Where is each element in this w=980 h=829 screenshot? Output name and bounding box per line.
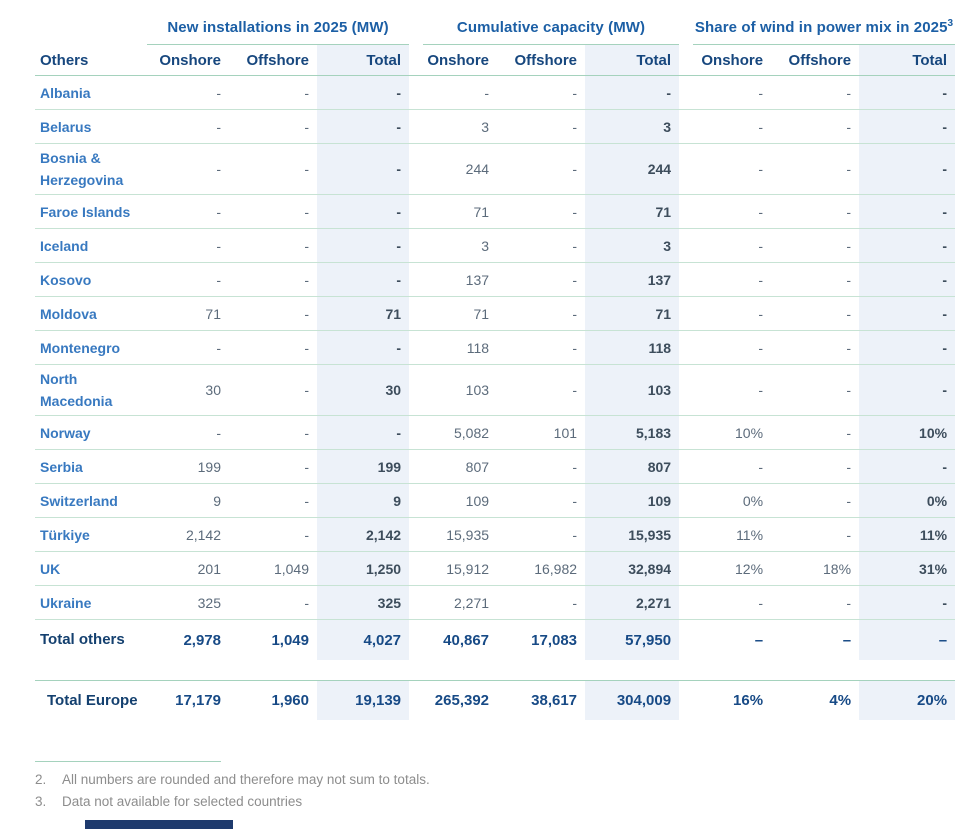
total-value-cell: - [859,110,955,144]
value-cell: - [771,110,859,144]
value-cell: - [771,144,859,195]
value-cell: - [497,110,585,144]
value-cell: 5,082 [409,416,497,450]
value-cell: 2,978 [183,631,221,649]
col-header-total: Total [859,45,955,76]
value-cell: 137 [409,263,497,297]
country-cell: Iceland [35,229,147,263]
value-cell: - [497,518,585,552]
value-cell: – [842,631,852,649]
value-cell: - [497,195,585,229]
total-value-cell: - [859,586,955,620]
value-cell: 30 [147,365,229,416]
table-row-serbia [35,450,955,484]
value-cell: - [771,484,859,518]
value-cell: 40,867 [443,631,490,649]
table-row-ukraine [35,586,955,620]
value-cell: 807 [409,450,497,484]
total-value-cell: - [585,76,679,110]
total-value-cell: - [317,76,409,110]
value-cell: - [497,450,585,484]
value-cell: - [147,229,229,263]
value-cell: - [679,229,771,263]
footnote-text: Data not available for selected countries [62,794,303,809]
total-value-cell: 11% [859,518,955,552]
value-cell: - [147,144,229,195]
value-cell: - [771,76,859,110]
table-row-bosnia-herzegovina [35,144,955,195]
total-value-cell: 1,250 [317,552,409,586]
value-cell: – [754,631,764,649]
value-cell: - [497,144,585,195]
value-cell: 17,083 [531,631,578,649]
total-value-cell: – [859,620,955,661]
value-cell: 118 [409,331,497,365]
table-row-switzerland [35,484,955,518]
value-cell: 15,935 [409,518,497,552]
total-value-cell: 4,027 [317,620,409,661]
value-cell: - [679,263,771,297]
group-header-label: New installations in 2025 (MW) [147,19,409,45]
col-header-onshore: Onshore [409,45,497,76]
value-cell: 3 [409,229,497,263]
table-row-norway [35,416,955,450]
total-value-cell: 103 [585,365,679,416]
bottom-edge-bar [85,820,233,829]
value-cell: - [229,484,317,518]
value-cell: - [771,365,859,416]
total-value-cell: 3 [585,229,679,263]
col-header-offshore: Offshore [497,45,585,76]
total-value-cell: - [859,297,955,331]
table-row-t-rkiye [35,518,955,552]
total-value-cell: - [859,365,955,416]
country-cell: Belarus [35,110,147,144]
total-value-cell: - [859,76,955,110]
value-cell: - [497,331,585,365]
total-value-cell: - [859,229,955,263]
value-cell: 4% [771,681,859,721]
total-value-cell: 5,183 [585,416,679,450]
value-cell: 2,271 [409,586,497,620]
total-value-cell: 9 [317,484,409,518]
value-cell: 18% [771,552,859,586]
value-cell: - [229,110,317,144]
value-cell: 2,142 [147,518,229,552]
footnote-divider [35,761,221,762]
value-cell: - [771,450,859,484]
group-header-label: Cumulative capacity (MW) [423,19,679,45]
total-value-cell: - [859,263,955,297]
table-row-faroe-islands [35,195,955,229]
country-cell: Serbia [35,450,147,484]
table-row-albania [35,76,955,110]
total-value-cell: - [317,144,409,195]
value-cell: - [679,297,771,331]
total-value-cell: - [317,110,409,144]
others-column-header: Others [35,45,147,76]
value-cell: - [229,586,317,620]
total-value-cell: 0% [859,484,955,518]
data-table [35,12,955,720]
country-cell: Montenegro [35,331,147,365]
footnote-text: All numbers are rounded and therefore may not sum to totals. [62,772,430,787]
value-cell: 109 [409,484,497,518]
value-cell: 325 [147,586,229,620]
country-cell: Ukraine [35,586,147,620]
value-cell: 199 [147,450,229,484]
value-cell: 16% [679,681,771,721]
value-cell: - [229,297,317,331]
value-cell: - [497,263,585,297]
value-cell: 17,179 [147,681,229,721]
footnote-number: 3. [35,794,47,809]
table-row-montenegro [35,331,955,365]
total-value-cell: 118 [585,331,679,365]
value-cell: 1,049 [229,552,317,586]
table-row-iceland [35,229,955,263]
total-value-cell: 10% [859,416,955,450]
value-cell: - [679,365,771,416]
country-cell: Bosnia & Herzegovina [35,144,147,195]
value-cell: - [679,76,771,110]
col-header-offshore: Offshore [771,45,859,76]
footnote-number: 2. [35,772,47,787]
footnote-3 [35,791,735,813]
subheader-row [35,45,955,76]
value-cell: - [771,518,859,552]
total-value-cell: - [317,229,409,263]
total-value-cell: - [317,416,409,450]
country-cell: Total Europe [35,681,147,721]
value-cell: - [771,416,859,450]
total-value-cell: 57,950 [585,620,679,661]
value-cell: - [147,110,229,144]
corner-spacer [35,12,147,45]
total-value-cell: 71 [317,297,409,331]
value-cell: 12% [679,552,771,586]
value-cell: 9 [147,484,229,518]
value-cell: - [229,76,317,110]
group-header-share-of-wind [679,12,955,45]
value-cell: 15,912 [409,552,497,586]
total-value-cell: 20% [859,681,955,721]
value-cell: 11% [679,518,771,552]
value-cell: - [229,518,317,552]
country-cell: Faroe Islands [35,195,147,229]
value-cell: 244 [409,144,497,195]
total-value-cell: - [859,331,955,365]
value-cell: 38,617 [497,681,585,721]
total-value-cell: - [859,450,955,484]
col-header-total: Total [585,45,679,76]
value-cell: - [771,331,859,365]
spacer-row [35,660,955,681]
table-row-total-others [35,620,955,661]
value-cell: 71 [147,297,229,331]
value-cell: 71 [409,195,497,229]
country-cell: Moldova [35,297,147,331]
total-value-cell: 15,935 [585,518,679,552]
table-row-belarus [35,110,955,144]
value-cell: - [679,586,771,620]
total-value-cell: 109 [585,484,679,518]
value-cell: 201 [147,552,229,586]
value-cell: 71 [409,297,497,331]
footnote-2 [35,769,735,791]
table-row-moldova [35,297,955,331]
total-value-cell: 325 [317,586,409,620]
value-cell: - [229,365,317,416]
group-header-new-installations [147,12,409,45]
value-cell: 3 [409,110,497,144]
total-value-cell: 2,142 [317,518,409,552]
total-value-cell: 199 [317,450,409,484]
total-value-cell: - [317,195,409,229]
total-value-cell: 304,009 [585,681,679,721]
table-row-uk [35,552,955,586]
value-cell: - [679,195,771,229]
table-row-kosovo [35,263,955,297]
value-cell: - [679,144,771,195]
table-row-north-macedonia [35,365,955,416]
value-cell: - [771,297,859,331]
total-value-cell: 244 [585,144,679,195]
value-cell: - [497,297,585,331]
country-cell: UK [35,552,147,586]
value-cell: 265,392 [409,681,497,721]
country-cell: Total others [40,631,125,648]
footnotes [35,761,735,813]
table-row-total-europe [35,681,955,721]
col-header-onshore: Onshore [679,45,771,76]
value-cell: - [497,484,585,518]
country-cell: Kosovo [35,263,147,297]
footnote-ref-3: 3 [947,18,954,29]
value-cell: - [497,76,585,110]
group-header-cumulative-capacity [409,12,679,45]
value-cell: 1,049 [271,631,309,649]
value-cell: 101 [497,416,585,450]
value-cell: 0% [679,484,771,518]
value-cell: - [771,263,859,297]
value-cell: - [229,195,317,229]
value-cell: 10% [679,416,771,450]
value-cell: - [229,144,317,195]
country-cell: Albania [35,76,147,110]
total-value-cell: 2,271 [585,586,679,620]
total-value-cell: - [317,331,409,365]
group-header-label: Share of wind in power mix in 2025$^3$ [693,18,955,45]
value-cell: - [497,586,585,620]
col-header-total: Total [317,45,409,76]
col-header-offshore: Offshore [229,45,317,76]
total-value-cell: 137 [585,263,679,297]
total-value-cell: 807 [585,450,679,484]
value-cell: - [229,450,317,484]
value-cell: - [147,331,229,365]
value-cell: 16,982 [497,552,585,586]
value-cell: 103 [409,365,497,416]
value-cell: - [229,331,317,365]
total-value-cell: 31% [859,552,955,586]
total-value-cell: - [859,144,955,195]
value-cell: 1,960 [229,681,317,721]
value-cell: - [679,450,771,484]
value-cell: - [679,331,771,365]
value-cell: - [147,416,229,450]
value-cell: - [771,586,859,620]
col-header-onshore: Onshore [147,45,229,76]
total-value-cell: 30 [317,365,409,416]
country-cell: Türkiye [35,518,147,552]
total-value-cell: 71 [585,195,679,229]
value-cell: - [147,263,229,297]
country-cell: Switzerland [35,484,147,518]
value-cell: - [147,195,229,229]
wind-statistics-table [35,12,955,720]
value-cell: - [497,365,585,416]
value-cell: - [229,229,317,263]
value-cell: - [229,263,317,297]
total-value-cell: 3 [585,110,679,144]
value-cell: - [409,76,497,110]
total-value-cell: 19,139 [317,681,409,721]
value-cell: - [229,416,317,450]
spacer-cell [35,660,955,681]
country-cell: Norway [35,416,147,450]
value-cell: - [147,76,229,110]
value-cell: - [771,229,859,263]
total-value-cell: 71 [585,297,679,331]
value-cell: - [497,229,585,263]
value-cell: - [679,110,771,144]
country-cell: North Macedonia [35,365,147,416]
total-value-cell: 32,894 [585,552,679,586]
total-value-cell: - [317,263,409,297]
total-value-cell: - [859,195,955,229]
group-header-row [35,12,955,45]
value-cell: - [771,195,859,229]
